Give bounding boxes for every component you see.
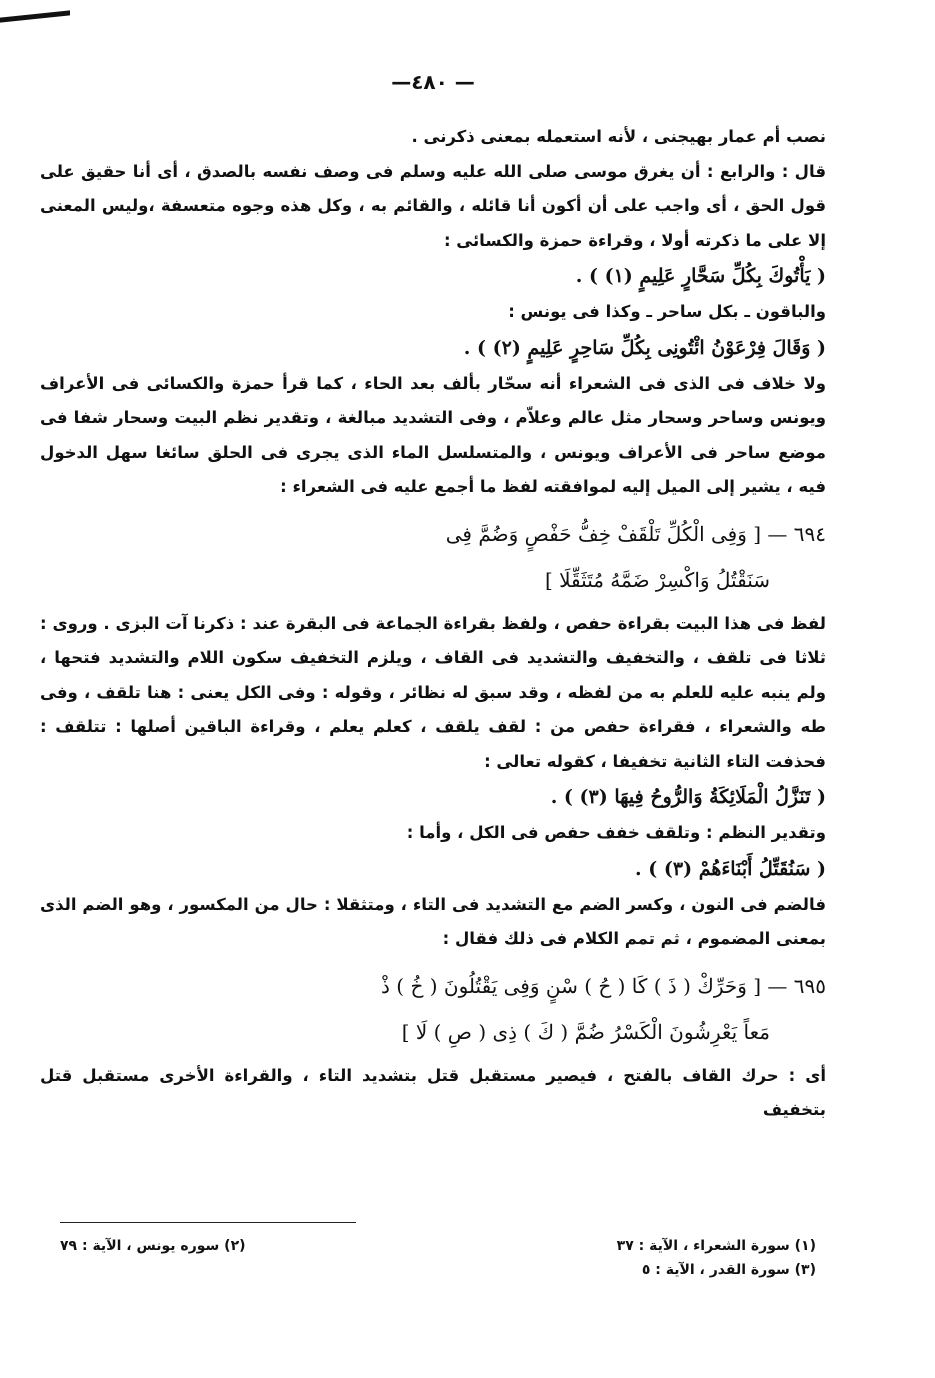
quran-verse-1: ( يَأْتُوكَ بِكُلِّ سَحَّارٍ عَلِيمٍ (١) ) .	[575, 265, 826, 287]
paragraph-6: وتقدير النظم : وتلقف خفف حفص فى الكل ، وأما :	[406, 823, 826, 842]
paragraph-5: لفظ فى هذا البيت بقراءة حفص ، ولفظ بقراءة الجماعة فى البقرة عند : ذكرنا آت البزى . وروى : ثلاثا فى تلقف ، والتخفيف والتشديد فى القاف ، ويلزم التخفيف سكون اللام والتشديد فتحها ، ولم ينبه عليه للعلم به من لفظه ، وقد سبق له نظائر ، وقوله : وفى الكل يعنى : هنا تلقف ، وفى طه والشعراء ، فقراءة حفص من : لقف يلقف ، كعلم يعلم ، وقراءة الباقين أصلها : تتلقف : فحذفت التاء الثانية تخفيفا ، كقوله تعالى :	[40, 613, 826, 771]
paragraph-2: قال : والرابع : أن يغرق موسى صلى الله عليه وسلم فى وصف نفسه بالصدق ، أى أنا حقيق على قول الحق ، أى واجب على أن أكون أنا قائله ، والقائم به ، وكل هذه وجوه متعسفة ،وليس المعنى إلا على ما ذكرته أولا ، وقراءة حمزة والكسائى :	[40, 161, 826, 250]
paragraph-3: والباقون ـ بكل ساحر ـ وكذا فى يونس :	[508, 302, 826, 321]
poem-694-line-2: سَنَقْتُلُ وَاكْسِرْ ضَمَّهُ مُتَثَقِّلَا ]	[544, 567, 770, 592]
page-number: — ٤٨٠—	[391, 70, 475, 94]
paragraph-7: فالضم فى النون ، وكسر الضم مع التشديد فى التاء ، ومتثقلا : حال من المكسور ، وهو الضم الذى بمعنى المضموم ، ثم تمم الكلام فى ذلك فقال :	[40, 894, 826, 948]
corner-mark	[0, 10, 70, 22]
footnote-divider	[60, 1222, 356, 1223]
footnote-3: (٣) سورة القدر ، الآية : ٥	[641, 1262, 816, 1278]
paragraph-1: نصب أم عمار بهيجنى ، لأنه استعمله بمعنى ذكرنى .	[411, 127, 826, 146]
poem-695-line-2: مَعاً يَعْرِشُونَ الْكَسْرُ ضُمَّ ( كَ ) ذِى ( صِ ) لَا ]	[401, 1019, 770, 1044]
quran-verse-2: ( وَقَالَ فِرْعَوْنُ ائْتُونِى بِكُلِّ سَاحِرٍ عَلِيمٍ (٢) ) .	[463, 336, 826, 359]
poem-verse-695	[40, 963, 826, 1055]
paragraph-4: ولا خلاف فى الذى فى الشعراء أنه سحّار بألف بعد الحاء ، كما قرأ حمزة والكسائى فى الأعراف ويونس وساحر وسحار مثل عالم وعلاّم ، وفى التشديد مبالغة ، وتقدير نظم البيت وسحار شفا فى موضع ساحر فى الأعراف ويونس ، والمتسلسل الماء الذى يجرى فى الحلق سائغا سهل الدخول فيه ، يشير إلى الميل إليه لموافقته لفظ ما أجمع عليه فى الشعراء :	[40, 373, 826, 496]
poem-695-line-1: ٦٩٥ — [ وَحَرِّكْ ( ذَ ) كَا ( حُ ) سْنٍ وَفِى يَقْتُلُونَ ( خُ ) ذْ	[381, 973, 826, 998]
footnote-2: (٢) سوره يونس ، الآية : ٧٩	[60, 1238, 246, 1254]
paragraph-8: أى : حرك القاف بالفتح ، فيصير مستقبل قتل بتشديد التاء ، والقراءة الأخرى مستقبل قتل بتخفيف	[40, 1065, 826, 1119]
quran-verse-4: ( سَنُقَتِّلُ أَبْنَاءَهُمْ (٣) ) .	[635, 857, 826, 880]
quran-verse-3: ( تَنَزَّلُ الْمَلَائِكَةُ وَالرُّوحُ فِيهَا (٣) ) .	[550, 786, 826, 808]
poem-verse-694	[40, 511, 826, 603]
page-body	[40, 70, 826, 1128]
footnote-1: (١) سورة الشعراء ، الآية : ٣٧	[616, 1238, 816, 1254]
footnotes	[60, 1234, 816, 1282]
poem-694-line-1: ٦٩٤ — [ وَفِى الْكُلِّ تَلْقَفْ خِفُّ حَفْصٍ وَضُمَّ فِى	[445, 521, 826, 546]
